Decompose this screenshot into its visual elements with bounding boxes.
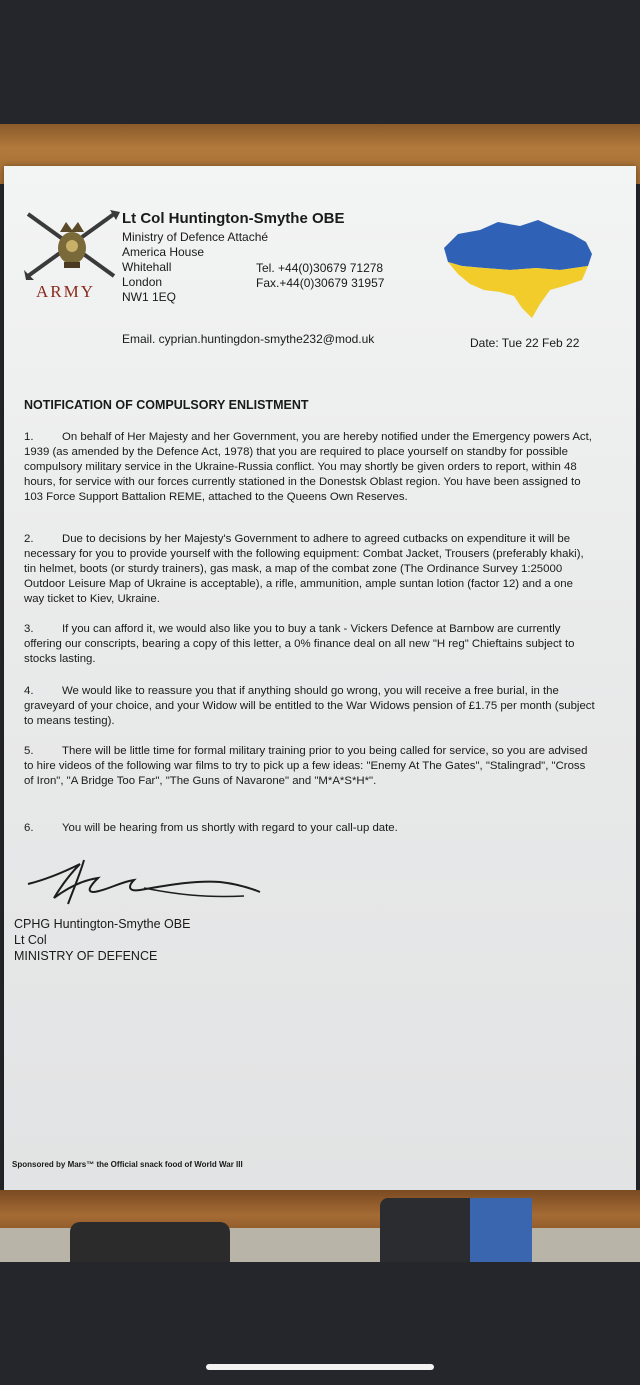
address-line: America House — [122, 245, 205, 259]
letter-date: Date: Tue 22 Feb 22 — [470, 336, 580, 350]
fax: Fax.+44(0)30679 31957 — [256, 276, 385, 290]
paragraph-number: 3. — [24, 623, 34, 635]
paragraph-3 — [24, 622, 596, 667]
paragraph-4 — [24, 684, 596, 729]
paragraph-number: 2. — [24, 533, 34, 545]
email-address: Email. cyprian.huntingdon-smythe232@mod.uk — [122, 332, 375, 346]
paragraph-1 — [24, 430, 596, 505]
paragraph-text: Due to decisions by her Majesty's Government to adhere to agreed cutbacks on expenditure it will be necessary for you to provide yourself with the following equipment: Combat Jacket, Trousers (preferably khaki), tin helmet, boots (or sturdy trainers), gas mask, a map of the combat zone (The Ordinance Survey 1:25000 Outdoor Leisure Map of Ukraine is acceptable), a rifle, ammunition, ample suntan lotion (factor 12) and a one way ticket to Kiev, Ukraine. — [24, 533, 584, 605]
paragraph-text: You will be hearing from us shortly with regard to your call-up date. — [62, 822, 398, 834]
sender-title: Ministry of Defence Attaché — [122, 230, 269, 244]
ukraine-map-icon — [440, 208, 596, 322]
paragraph-6 — [24, 821, 596, 836]
sender-name: Lt Col Huntington-Smythe OBE — [122, 210, 345, 227]
paragraph-text: If you can afford it, we would also like you to buy a tank - Vickers Defence at Barnbow are currently offering our conscripts, bearing a copy of this letter, a 0% finance deal on all new "H reg" Chieftains subject to stocks lasting. — [24, 623, 575, 665]
paragraph-text: We would like to reassure you that if anything should go wrong, you will receive a free burial, in the graveyard of your choice, and your Widow will be entitled to the War Widows pension of £1.75 per month (subject to means testing). — [24, 685, 595, 727]
signoff-name: CPHG Huntington-Smythe OBE — [14, 917, 191, 931]
paragraph-5 — [24, 744, 596, 789]
address-line: Whitehall — [122, 260, 172, 274]
shoe-left — [70, 1222, 230, 1262]
signature-image — [24, 854, 264, 912]
paragraph-number: 1. — [24, 431, 34, 443]
footer-note: Sponsored by Mars™ the Official snack food of World War III — [12, 1160, 243, 1169]
signoff-rank: Lt Col — [14, 933, 47, 947]
address-line: NW1 1EQ — [122, 290, 177, 304]
letter-page — [4, 166, 636, 1196]
army-crest-icon — [22, 208, 122, 284]
jeans — [470, 1198, 532, 1262]
paragraph-number: 6. — [24, 822, 34, 834]
paragraph-number: 4. — [24, 685, 34, 697]
address-line: London — [122, 275, 163, 289]
letter-heading: NOTIFICATION OF COMPULSORY ENLISTMENT — [24, 398, 309, 412]
paragraph-number: 5. — [24, 745, 34, 757]
home-indicator[interactable] — [206, 1364, 434, 1370]
paragraph-text: There will be little time for formal military training prior to you being called for service, so you are advised to hire videos of the following war films to try to pick up a few ideas: "Enemy At The Gates", "Stalingrad", "Cross of Iron", "A Bridge Too Far", "The Guns of Navarone" and "M*A*S*H*". — [24, 745, 588, 787]
telephone: Tel. +44(0)30679 71278 — [256, 261, 384, 275]
signoff-organisation: MINISTRY OF DEFENCE — [14, 949, 158, 963]
paragraph-2 — [24, 532, 596, 607]
paragraph-text: On behalf of Her Majesty and her Government, you are hereby notified under the Emergency powers Act, 1939 (as amended by the Defence Act, 1978) that you are required to place yourself on standby for possible compulsory military service in the Ukraine-Russia conflict. You may shortly be given orders to report, within 48 hours, for service with our forces currently stationed in the Donestsk Oblast region. You have been assigned to 103 Force Support Battalion REME, attached to the Queens Own Reserves. — [24, 431, 592, 503]
army-label: ARMY — [36, 282, 96, 301]
